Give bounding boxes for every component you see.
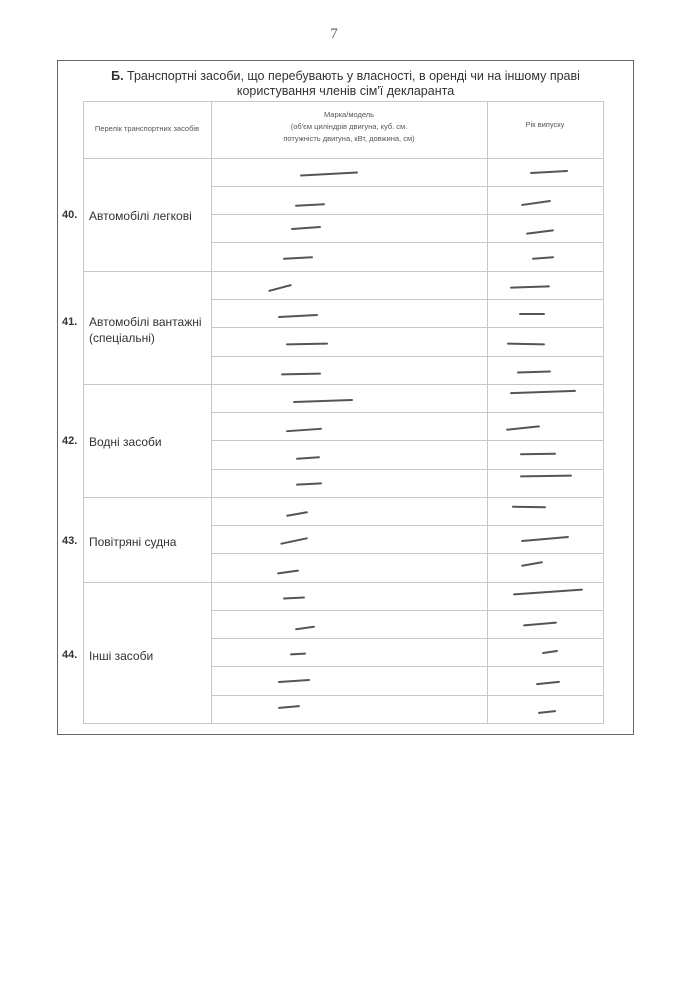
section-letter: Б. bbox=[111, 69, 124, 83]
grid-line bbox=[211, 666, 604, 667]
section-label bbox=[89, 648, 153, 664]
section-title-line2: користування членів сім'ї декларанта bbox=[236, 84, 455, 98]
grid-line bbox=[83, 101, 604, 102]
handwritten-dash bbox=[296, 482, 322, 485]
grid-line bbox=[211, 695, 604, 696]
handwritten-dash bbox=[280, 537, 308, 544]
section-title bbox=[58, 69, 633, 99]
handwritten-dash bbox=[510, 285, 550, 288]
grid-line bbox=[83, 497, 604, 498]
grid-line bbox=[211, 638, 604, 639]
section-title-line1: Транспортні засоби, що перебувають у власності, в оренді чи на іншому праві bbox=[127, 69, 580, 83]
handwritten-dash bbox=[295, 626, 315, 630]
section-label bbox=[89, 314, 202, 346]
handwritten-dash bbox=[523, 622, 557, 626]
handwritten-dash bbox=[536, 681, 560, 685]
handwritten-dash bbox=[300, 171, 358, 176]
handwritten-dash bbox=[293, 399, 353, 403]
handwritten-dash bbox=[532, 256, 554, 259]
header-year bbox=[487, 119, 603, 131]
grid-line bbox=[83, 158, 604, 159]
section-label-line1: Автомобілі легкові bbox=[89, 209, 192, 223]
handwritten-dash bbox=[278, 314, 318, 318]
header-make-model-label: Марка/модель bbox=[323, 110, 375, 119]
handwritten-dash bbox=[277, 569, 299, 574]
handwritten-dash bbox=[520, 475, 572, 477]
handwritten-dash bbox=[526, 229, 554, 234]
handwritten-dash bbox=[542, 650, 558, 654]
page-number: 7 bbox=[330, 26, 338, 42]
grid-line bbox=[211, 186, 604, 187]
grid-line bbox=[211, 356, 604, 357]
handwritten-dash bbox=[286, 511, 308, 516]
header-make-model-detail1: (об'єм циліндрів двигуна, куб. см. bbox=[290, 122, 408, 131]
section-number: 43. bbox=[62, 535, 78, 547]
handwritten-dash bbox=[278, 705, 300, 708]
handwritten-dash bbox=[510, 390, 576, 394]
section-label bbox=[89, 208, 192, 224]
header-vehicles-list-label: Перелік транспортних засобів bbox=[94, 124, 200, 133]
section-number: 44. bbox=[62, 649, 78, 661]
handwritten-dash bbox=[520, 453, 556, 455]
handwritten-dash bbox=[513, 589, 583, 595]
handwritten-dash bbox=[507, 343, 545, 345]
header-make-model bbox=[211, 109, 487, 145]
handwritten-dash bbox=[286, 343, 328, 345]
grid-line bbox=[211, 299, 604, 300]
grid-line bbox=[211, 412, 604, 413]
section-label-line1: Повітряні судна bbox=[89, 535, 177, 549]
handwritten-dash bbox=[295, 203, 325, 206]
handwritten-dash bbox=[517, 370, 551, 373]
handwritten-dash bbox=[281, 373, 321, 375]
handwritten-dash bbox=[521, 561, 543, 566]
grid-line bbox=[83, 723, 604, 724]
section-label-line1: Інші засоби bbox=[89, 649, 154, 663]
section-number: 42. bbox=[62, 435, 78, 447]
section-label-line2: (спеціальні) bbox=[89, 331, 155, 345]
handwritten-dash bbox=[512, 506, 546, 508]
header-year-label: Рік випуску bbox=[525, 120, 565, 129]
handwritten-dash bbox=[538, 710, 556, 713]
grid-line bbox=[83, 101, 84, 723]
handwritten-dash bbox=[286, 428, 322, 432]
grid-line bbox=[211, 610, 604, 611]
section-label-line1: Автомобілі вантажні bbox=[89, 315, 202, 329]
handwritten-dash bbox=[283, 256, 313, 259]
section-label bbox=[89, 534, 176, 550]
grid-line bbox=[83, 271, 604, 272]
section-label-line1: Водні засоби bbox=[89, 435, 162, 449]
grid-line bbox=[211, 525, 604, 526]
grid-line bbox=[211, 327, 604, 328]
grid-line bbox=[83, 582, 604, 583]
grid-line bbox=[211, 242, 604, 243]
section-label bbox=[89, 434, 162, 450]
grid-line bbox=[211, 469, 604, 470]
grid-line bbox=[211, 214, 604, 215]
declaration-table-frame bbox=[57, 60, 634, 735]
grid-line bbox=[211, 553, 604, 554]
handwritten-dash bbox=[521, 200, 551, 206]
grid-line bbox=[83, 384, 604, 385]
handwritten-dash bbox=[296, 456, 320, 459]
header-make-model-detail2: потужність двигуна, кВт, довжина, см) bbox=[283, 134, 415, 143]
handwritten-dash bbox=[521, 536, 569, 542]
handwritten-dash bbox=[268, 284, 292, 292]
grid-line bbox=[211, 440, 604, 441]
handwritten-dash bbox=[291, 226, 321, 230]
handwritten-dash bbox=[278, 679, 310, 683]
header-vehicles-list bbox=[83, 123, 211, 135]
handwritten-dash bbox=[506, 425, 540, 430]
section-number: 41. bbox=[62, 316, 78, 328]
handwritten-dash bbox=[519, 313, 545, 315]
handwritten-dash bbox=[530, 170, 568, 173]
section-number: 40. bbox=[62, 209, 78, 221]
handwritten-dash bbox=[290, 653, 306, 655]
handwritten-dash bbox=[283, 596, 305, 599]
